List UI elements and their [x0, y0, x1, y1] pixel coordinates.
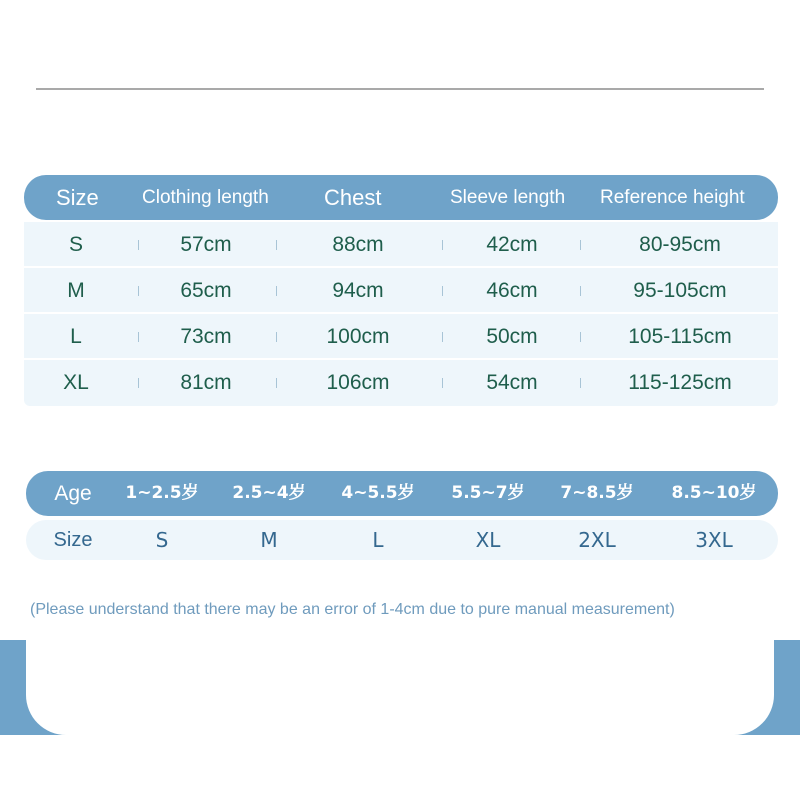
- cell-reference-height: 95-105cm: [633, 279, 727, 302]
- age-range: 7~8.5岁: [560, 483, 634, 503]
- column-separator: [580, 378, 581, 388]
- table-row: [24, 360, 778, 406]
- table-row: [24, 314, 778, 360]
- column-separator: [138, 332, 139, 342]
- size-value: S: [155, 528, 169, 552]
- size-label: Size: [53, 529, 93, 551]
- cell-reference-height: 115-125cm: [628, 371, 732, 394]
- age-range: 4~5.5岁: [341, 483, 415, 503]
- content-card-bottom: [26, 560, 774, 735]
- cell-size: M: [67, 279, 85, 302]
- measurement-note: (Please understand that there may be an error of 1-4cm due to pure manual measurement): [30, 601, 675, 618]
- header-clothing-length: Clothing length: [142, 187, 269, 208]
- age-range: 2.5~4岁: [232, 483, 306, 503]
- cell-chest: 88cm: [332, 233, 384, 256]
- table-row: [24, 222, 778, 268]
- table-row: [24, 268, 778, 314]
- age-size-table: [26, 471, 778, 560]
- cell-clothing-length: 81cm: [180, 371, 232, 394]
- age-header-row: [26, 471, 778, 516]
- column-separator: [138, 378, 139, 388]
- header-chest: Chest: [324, 185, 382, 210]
- size-chart-body: [24, 222, 778, 406]
- cell-clothing-length: 57cm: [180, 233, 232, 256]
- size-chart-header: [24, 175, 778, 220]
- cell-size: L: [70, 325, 82, 348]
- size-value: M: [260, 528, 278, 552]
- top-divider: [36, 88, 764, 90]
- column-separator: [276, 286, 277, 296]
- cell-clothing-length: 73cm: [180, 325, 232, 348]
- cell-clothing-length: 65cm: [180, 279, 232, 302]
- column-separator: [138, 240, 139, 250]
- cell-sleeve-length: 42cm: [486, 233, 538, 256]
- cell-reference-height: 105-115cm: [628, 325, 732, 348]
- cell-reference-height: 80-95cm: [639, 233, 721, 256]
- cell-size: XL: [63, 371, 89, 394]
- age-label: Age: [54, 482, 92, 505]
- column-separator: [138, 286, 139, 296]
- header-sleeve-length: Sleeve length: [450, 187, 566, 208]
- age-range: 8.5~10岁: [671, 483, 757, 503]
- column-separator: [442, 332, 443, 342]
- size-value: XL: [475, 528, 501, 552]
- age-range: 5.5~7岁: [451, 483, 525, 503]
- column-separator: [580, 332, 581, 342]
- size-row: [26, 520, 778, 560]
- cell-size: S: [68, 233, 83, 256]
- cell-sleeve-length: 50cm: [486, 325, 538, 348]
- column-separator: [442, 240, 443, 250]
- column-separator: [442, 378, 443, 388]
- column-separator: [442, 286, 443, 296]
- column-separator: [276, 240, 277, 250]
- column-separator: [580, 240, 581, 250]
- cell-sleeve-length: 54cm: [486, 371, 538, 394]
- cell-sleeve-length: 46cm: [486, 279, 538, 302]
- cell-chest: 94cm: [332, 279, 384, 302]
- column-separator: [580, 286, 581, 296]
- size-value: 2XL: [578, 528, 616, 552]
- column-separator: [276, 332, 277, 342]
- size-value: L: [372, 528, 384, 552]
- column-separator: [276, 378, 277, 388]
- header-size: Size: [56, 185, 99, 210]
- cell-chest: 100cm: [326, 325, 390, 348]
- age-range: 1~2.5岁: [125, 483, 199, 503]
- size-chart-table: [24, 175, 778, 406]
- header-reference-height: Reference height: [600, 187, 745, 208]
- cell-chest: 106cm: [326, 371, 390, 394]
- size-value: 3XL: [695, 528, 733, 552]
